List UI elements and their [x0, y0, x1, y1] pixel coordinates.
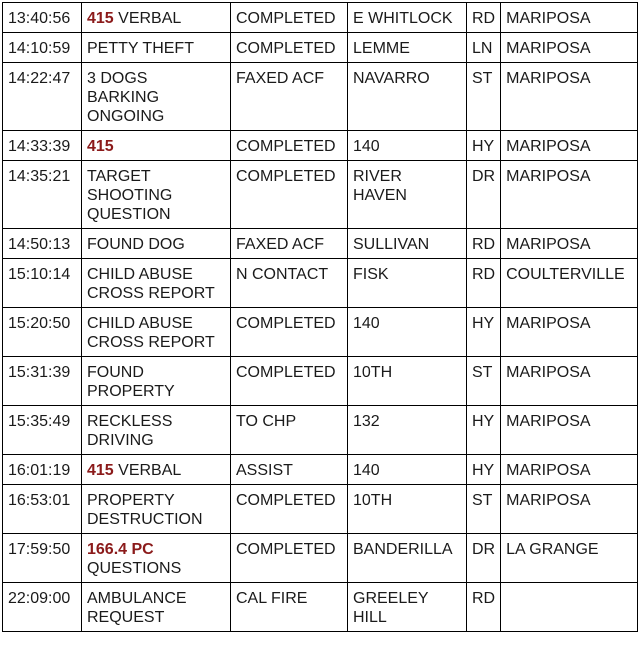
city-cell: MARIPOSA: [501, 63, 638, 131]
incident-cell: [82, 229, 231, 259]
table-row: [3, 485, 638, 534]
table-row: [3, 131, 638, 161]
disposition-cell: COMPLETED: [231, 161, 348, 229]
city-cell: LA GRANGE: [501, 534, 638, 583]
disposition-cell: FAXED ACF: [231, 63, 348, 131]
street-cell: LEMME: [348, 33, 467, 63]
call-time-cell: 14:35:21: [3, 161, 82, 229]
street-cell: RIVER HAVEN: [348, 161, 467, 229]
incident-code: 415: [87, 10, 114, 27]
disposition-cell: COMPLETED: [231, 357, 348, 406]
city-cell: MARIPOSA: [501, 406, 638, 455]
call-log-body: [3, 3, 638, 632]
table-row: [3, 406, 638, 455]
street-cell: E WHITLOCK: [348, 3, 467, 33]
incident-cell: [82, 308, 231, 357]
street-suffix-cell: HY: [467, 406, 501, 455]
table-row: [3, 63, 638, 131]
disposition-cell: COMPLETED: [231, 308, 348, 357]
city-cell: COULTERVILLE: [501, 259, 638, 308]
disposition-cell: ASSIST: [231, 455, 348, 485]
street-suffix-cell: HY: [467, 455, 501, 485]
incident-cell: [82, 455, 231, 485]
street-suffix-cell: LN: [467, 33, 501, 63]
table-row: [3, 3, 638, 33]
street-suffix-cell: DR: [467, 534, 501, 583]
incident-code: 415: [87, 138, 114, 155]
city-cell: MARIPOSA: [501, 229, 638, 259]
incident-cell: [82, 3, 231, 33]
call-time-cell: 16:01:19: [3, 455, 82, 485]
incident-cell: [82, 357, 231, 406]
incident-description: AMBULANCE REQUEST: [87, 590, 187, 626]
table-row: [3, 455, 638, 485]
table-row: [3, 161, 638, 229]
call-time-cell: 15:31:39: [3, 357, 82, 406]
incident-cell: [82, 63, 231, 131]
incident-cell: [82, 33, 231, 63]
street-cell: BANDERILLA: [348, 534, 467, 583]
street-suffix-cell: RD: [467, 3, 501, 33]
street-suffix-cell: ST: [467, 63, 501, 131]
city-cell: MARIPOSA: [501, 308, 638, 357]
table-row: [3, 33, 638, 63]
incident-cell: [82, 534, 231, 583]
call-time-cell: 22:09:00: [3, 583, 82, 632]
street-cell: GREELEY HILL: [348, 583, 467, 632]
street-suffix-cell: ST: [467, 485, 501, 534]
table-row: [3, 229, 638, 259]
street-suffix-cell: ST: [467, 357, 501, 406]
disposition-cell: COMPLETED: [231, 485, 348, 534]
incident-code: 415: [87, 462, 114, 479]
street-suffix-cell: RD: [467, 583, 501, 632]
city-cell: MARIPOSA: [501, 357, 638, 406]
street-suffix-cell: DR: [467, 161, 501, 229]
street-cell: 132: [348, 406, 467, 455]
incident-description: FOUND PROPERTY: [87, 364, 175, 400]
city-cell: MARIPOSA: [501, 455, 638, 485]
incident-description: CHILD ABUSE CROSS REPORT: [87, 315, 215, 351]
table-row: [3, 357, 638, 406]
call-time-cell: 15:20:50: [3, 308, 82, 357]
call-time-cell: 14:22:47: [3, 63, 82, 131]
incident-description: TARGET SHOOTING QUESTION: [87, 168, 173, 223]
call-time-cell: 16:53:01: [3, 485, 82, 534]
call-time-cell: 15:10:14: [3, 259, 82, 308]
city-cell: MARIPOSA: [501, 485, 638, 534]
street-cell: 140: [348, 308, 467, 357]
street-suffix-cell: HY: [467, 308, 501, 357]
table-row: [3, 583, 638, 632]
disposition-cell: FAXED ACF: [231, 229, 348, 259]
disposition-cell: TO CHP: [231, 406, 348, 455]
street-cell: 10TH: [348, 357, 467, 406]
incident-code: 166.4 PC: [87, 541, 154, 558]
incident-cell: [82, 485, 231, 534]
city-cell: MARIPOSA: [501, 3, 638, 33]
incident-description: PETTY THEFT: [87, 40, 194, 57]
incident-cell: [82, 259, 231, 308]
street-cell: 10TH: [348, 485, 467, 534]
call-time-cell: 14:50:13: [3, 229, 82, 259]
street-cell: NAVARRO: [348, 63, 467, 131]
call-time-cell: 17:59:50: [3, 534, 82, 583]
incident-description: CHILD ABUSE CROSS REPORT: [87, 266, 215, 302]
disposition-cell: COMPLETED: [231, 3, 348, 33]
incident-cell: [82, 161, 231, 229]
call-time-cell: 15:35:49: [3, 406, 82, 455]
table-row: [3, 259, 638, 308]
incident-description: PROPERTY DESTRUCTION: [87, 492, 203, 528]
incident-description: 3 DOGS BARKING ONGOING: [87, 70, 165, 125]
city-cell: MARIPOSA: [501, 33, 638, 63]
incident-description: FOUND DOG: [87, 236, 185, 253]
incident-description: RECKLESS DRIVING: [87, 413, 173, 449]
disposition-cell: COMPLETED: [231, 131, 348, 161]
call-time-cell: 13:40:56: [3, 3, 82, 33]
incident-description: VERBAL: [113, 10, 182, 27]
city-cell: [501, 583, 638, 632]
incident-cell: [82, 131, 231, 161]
street-suffix-cell: HY: [467, 131, 501, 161]
disposition-cell: N CONTACT: [231, 259, 348, 308]
street-cell: 140: [348, 131, 467, 161]
street-cell: FISK: [348, 259, 467, 308]
disposition-cell: COMPLETED: [231, 33, 348, 63]
street-cell: SULLIVAN: [348, 229, 467, 259]
table-row: [3, 308, 638, 357]
call-time-cell: 14:10:59: [3, 33, 82, 63]
disposition-cell: CAL FIRE: [231, 583, 348, 632]
call-log-table: [2, 2, 638, 632]
call-time-cell: 14:33:39: [3, 131, 82, 161]
street-cell: 140: [348, 455, 467, 485]
city-cell: MARIPOSA: [501, 131, 638, 161]
incident-cell: [82, 583, 231, 632]
incident-cell: [82, 406, 231, 455]
incident-description: VERBAL: [113, 462, 182, 479]
table-row: [3, 534, 638, 583]
incident-description: QUESTIONS: [87, 560, 182, 577]
street-suffix-cell: RD: [467, 229, 501, 259]
city-cell: MARIPOSA: [501, 161, 638, 229]
disposition-cell: COMPLETED: [231, 534, 348, 583]
street-suffix-cell: RD: [467, 259, 501, 308]
